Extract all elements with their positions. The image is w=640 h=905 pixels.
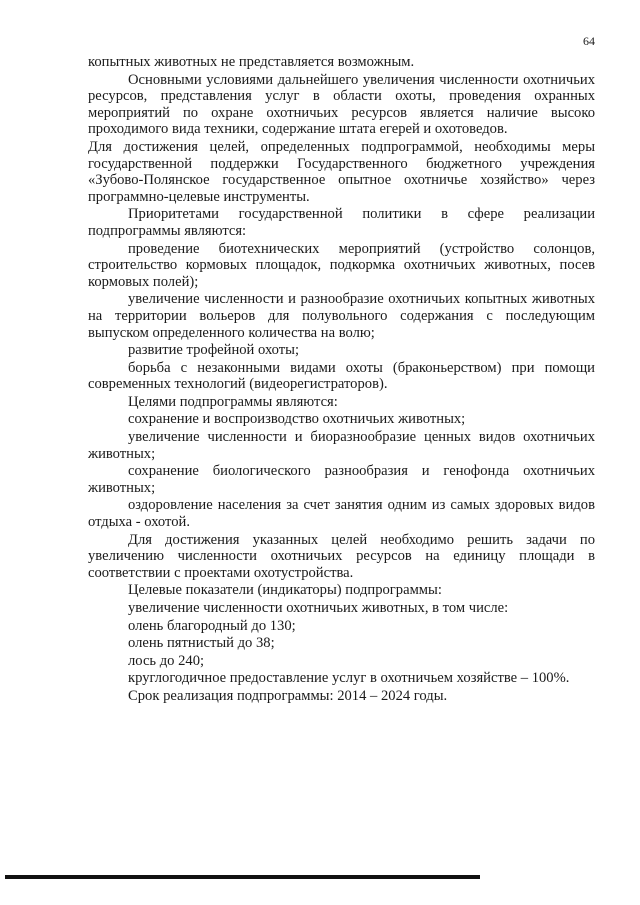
list-item-year-round-services: круглогодичное предоставление услуг в охотничьем хозяйстве – 100%. [128, 670, 570, 687]
paragraph-tasks: Для достижения указанных целей необходимо решить задачи по увеличению численности охотничьих ресурсов на единицу площади в соответствии с проектами охотустройства. [88, 531, 595, 581]
list-item-increase-ungulates: увеличение численности и разнообразие охотничьих копытных животных на территории вольеров для полувольного содержания с последующим выпуском определенного количества на волю; [88, 291, 595, 341]
list-item-sika-deer: олень пятнистый до 38; [128, 635, 275, 652]
bottom-scan-line [5, 875, 480, 879]
list-item-increase-animals: увеличение численности охотничьих животных, в том числе: [128, 600, 509, 616]
document-body [88, 54, 595, 706]
paragraph-main-conditions: Основными условиями дальнейшего увеличения численности охотничьих ресурсов, представления услуг в области охоты, проведения охранных мероприятий по охране охотничьих ресурсов является наличие высоко проходимого вида техники, содержание штата егерей и охотоведов. [88, 71, 595, 138]
paragraph-priorities-heading: Приоритетами государственной политики в сфере реализации подпрограммы являются: [88, 206, 595, 239]
list-item-elk: лось до 240; [128, 652, 205, 669]
list-item-health: оздоровление населения за счет занятия одним из самых здоровых видов отдыха - охотой. [88, 497, 595, 531]
list-item-biotechnical-measures: проведение биотехнических мероприятий (устройство солонцов, строительство кормовых площадок, подкормка охотничьих животных, посев кормовых полей); [88, 240, 595, 290]
paragraph-indicators-heading: Целевые показатели (индикаторы) подпрограммы: [128, 582, 442, 599]
page-number: 64 [583, 34, 595, 48]
paragraph-goals-heading: Целями подпрограммы являются: [128, 393, 338, 410]
list-item-biodiversity-valuable: увеличение численности и биоразнообразие ценных видов охотничьих животных; [88, 429, 595, 462]
paragraph-state-support: Для достижения целей, определенных подпрограммой, необходимы меры государственной поддержки Государственного бюджетного учреждения «Зубово-Полянское государственное опытное охотничье хозяйство» через программно-целевые инструменты. [88, 138, 595, 205]
list-item-anti-poaching: борьба с незаконными видами охоты (браконьерством) при помощи современных технологий (видеорегистраторов). [88, 359, 595, 393]
list-item-conservation: сохранение и воспроизводство охотничьих животных; [128, 411, 466, 428]
list-item-gene-pool: сохранение биологического разнообразия и генофонда охотничьих животных; [88, 463, 595, 496]
paragraph-intro-continuation: копытных животных не представляется возможным. [88, 54, 415, 70]
list-item-trophy-hunting: развитие трофейной охоты; [128, 342, 300, 359]
paragraph-implementation-period: Срок реализация подпрограммы: 2014 – 2024 годы. [128, 687, 448, 704]
list-item-red-deer: олень благородный до 130; [128, 617, 296, 634]
